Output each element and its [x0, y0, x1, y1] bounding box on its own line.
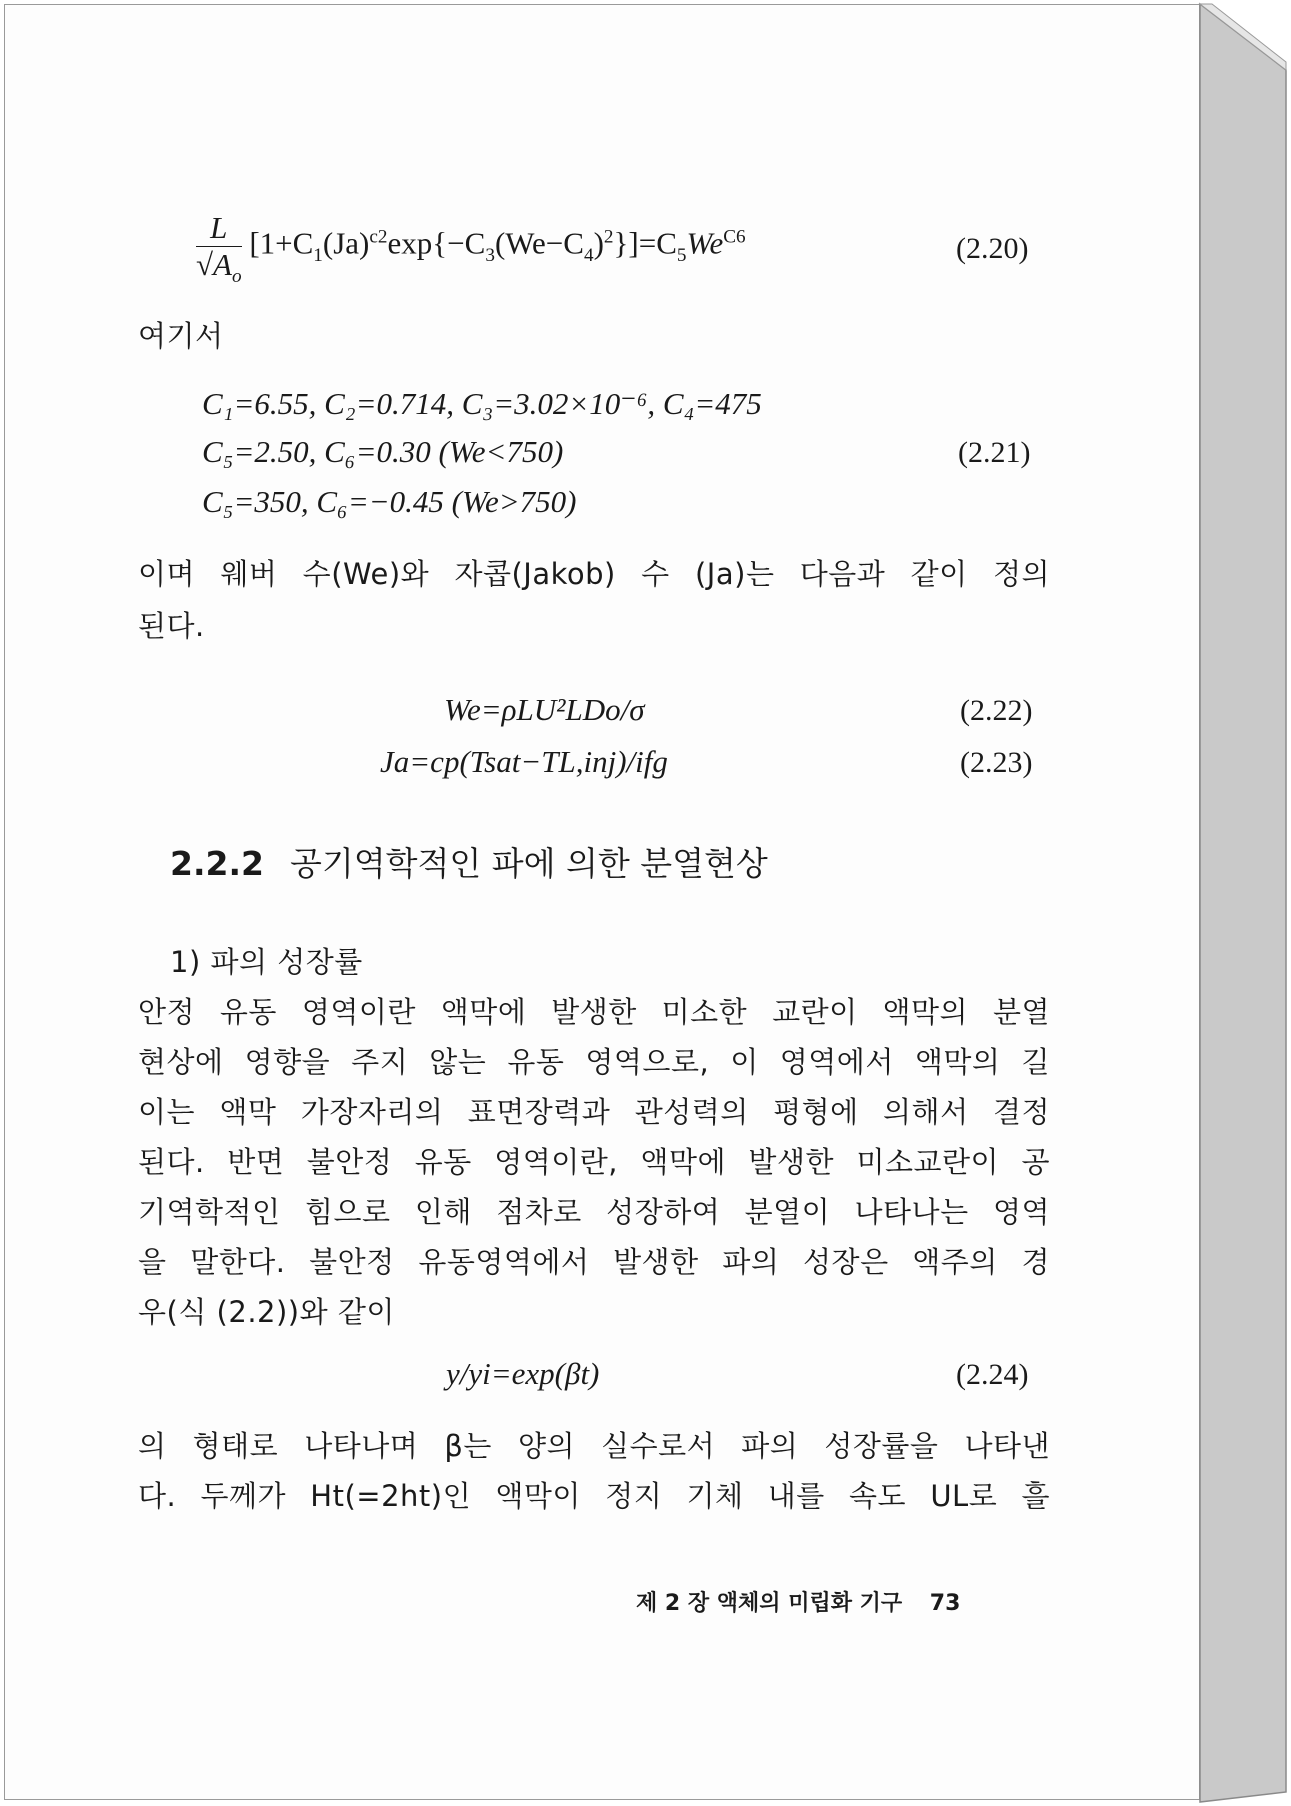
- section-number: 2.2.2: [170, 844, 264, 883]
- equation-2-21-line-3: C₅=350, C₆=−0.45 (We>750): [202, 484, 577, 519]
- paragraph-line: 이는 액막 가장자리의 표면장력과 관성력의 평형에 의해서 결정: [138, 1095, 1050, 1129]
- paragraph-line: 이며 웨버 수(We)와 자콥(Jakob) 수 (Ja)는 다음과 같이 정의: [138, 557, 1050, 591]
- equation-2-24: y/yi=exp(βt): [446, 1356, 600, 1391]
- equation-number-2-20: (2.20): [956, 232, 1029, 265]
- paragraph-line: 안정 유동 영역이란 액막에 발생한 미소한 교란이 액막의 분열: [138, 995, 1050, 1029]
- paragraph-line: 우(식 (2.2))와 같이: [138, 1295, 395, 1329]
- section-title: 공기역학적인 파에 의한 분열현상: [289, 844, 768, 883]
- equation-number-2-22: (2.22): [960, 694, 1033, 727]
- equation-2-21-line-1: C₁=6.55, C₂=0.714, C₃=3.02×10⁻⁶, C₄=475: [202, 386, 762, 421]
- equation-number-2-21: (2.21): [958, 436, 1031, 469]
- paragraph-line: 기역학적인 힘으로 인해 점차로 성장하여 분열이 나타나는 영역: [138, 1195, 1050, 1229]
- text-yeogiseo: 여기서: [138, 319, 224, 353]
- paragraph-line: 된다. 반면 불안정 유동 영역이란, 액막에 발생한 미소교란이 공: [138, 1145, 1050, 1179]
- paragraph-line: 다. 두께가 Ht(=2ht)인 액막이 정지 기체 내를 속도 UL로 흘: [138, 1479, 1050, 1513]
- equation-2-23: Ja=cp(Tsat−TL,inj)/ifg: [380, 744, 668, 779]
- page-number: 73: [929, 1591, 961, 1616]
- page-footer: [636, 1586, 960, 1617]
- equation-number-2-24: (2.24): [956, 1358, 1029, 1391]
- paragraph-line: 을 말한다. 불안정 유동영역에서 발생한 파의 성장은 액주의 경: [138, 1245, 1050, 1279]
- equation-number-2-23: (2.23): [960, 746, 1033, 779]
- paragraph-line: 현상에 영향을 주지 않는 유동 영역으로, 이 영역에서 액막의 길: [138, 1045, 1050, 1079]
- equation-2-20: $\frac{L}{√A_o}$ $[1+C_1(Ja)^{c2}\exp\{-C_3(We-C_4)^2\}]=C_5We^{C6}$: [196, 210, 746, 288]
- paragraph-line: 된다.: [138, 609, 205, 643]
- equation-2-22: We=ρLU²LDo/σ: [444, 692, 645, 727]
- paragraph-line: 의 형태로 나타나며 β는 양의 실수로서 파의 성장률을 나타낸: [138, 1429, 1050, 1463]
- running-chapter-title: 제 2 장 액체의 미립화 기구: [636, 1591, 903, 1616]
- fraction: $\frac{L}{√A_o}$: [196, 210, 242, 288]
- subsection-heading: 1) 파의 성장률: [170, 945, 363, 979]
- section-heading: [170, 838, 768, 885]
- equation-2-21-line-2: C₅=2.50, C₆=0.30 (We<750): [202, 434, 564, 469]
